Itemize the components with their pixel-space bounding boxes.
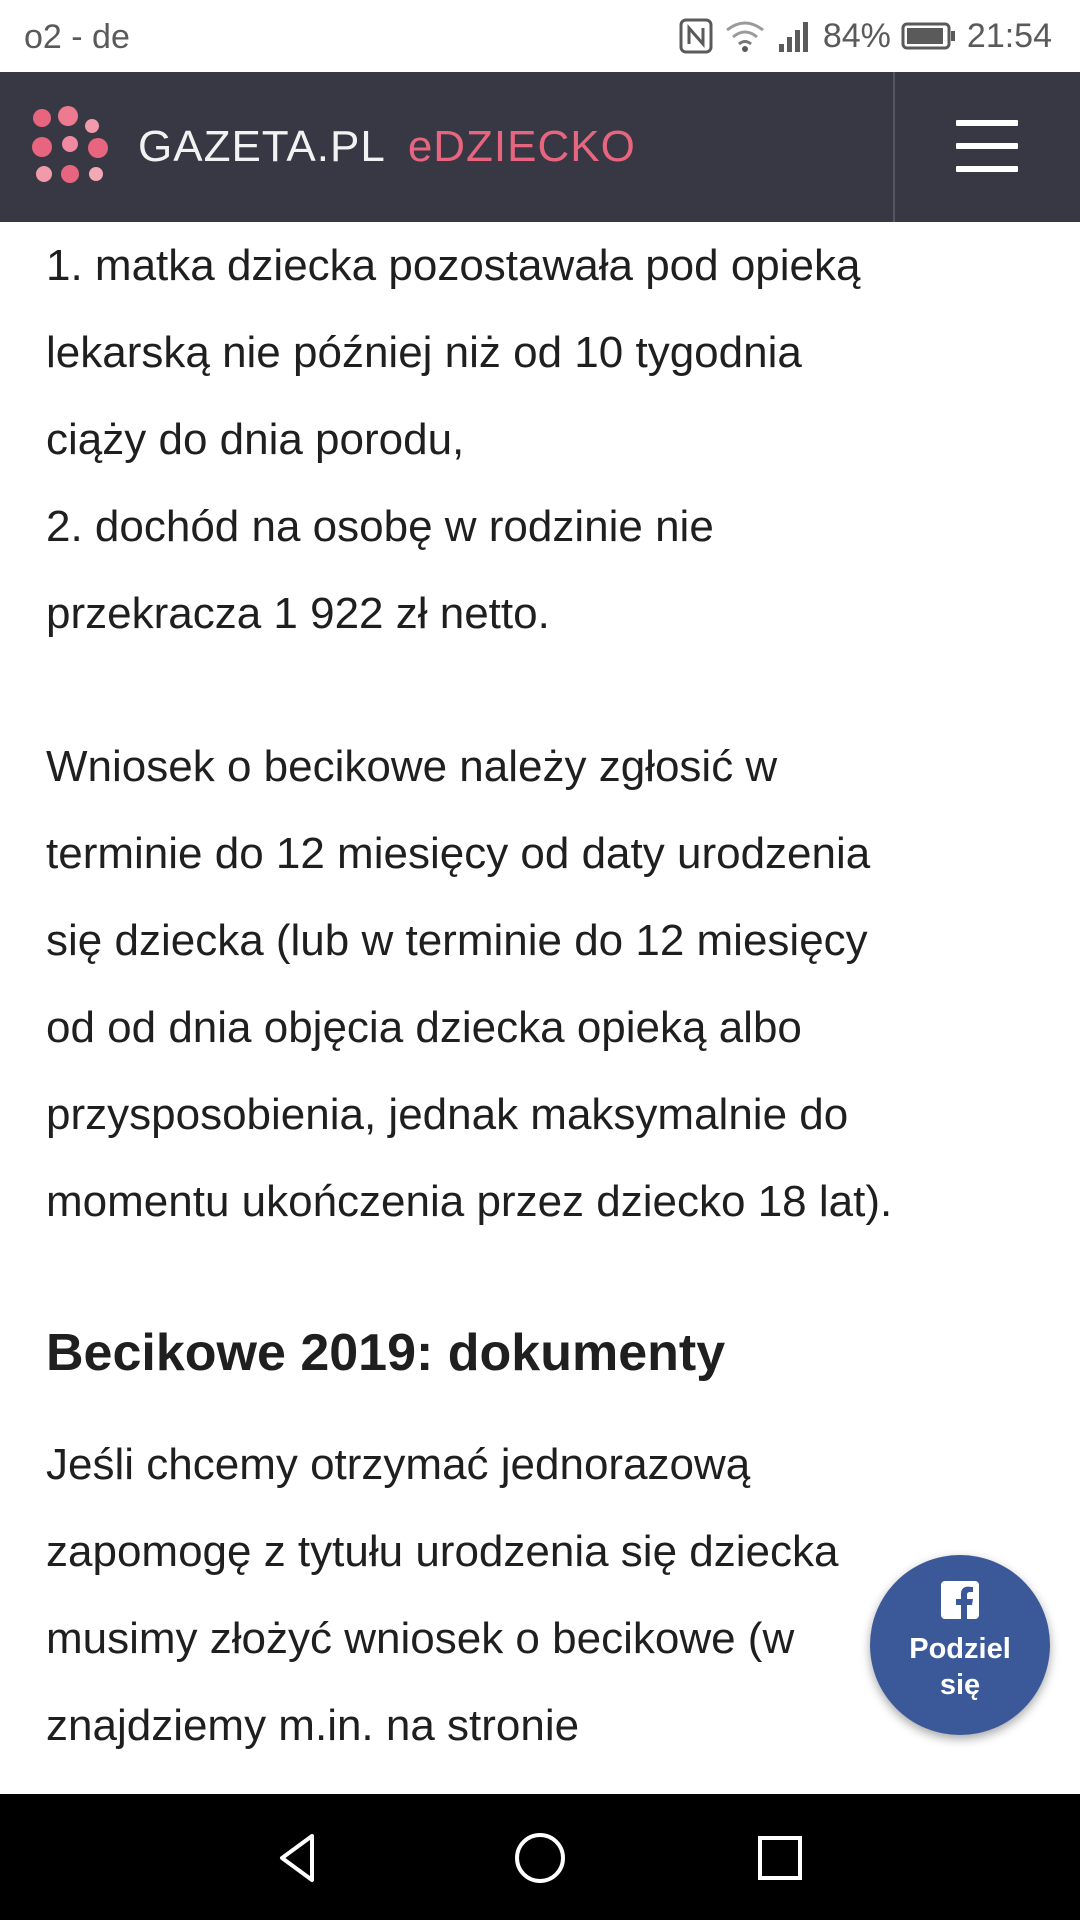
status-bar: [0, 0, 1080, 72]
hamburger-menu-icon[interactable]: [956, 116, 1022, 176]
site-header: [0, 72, 1080, 222]
site-brand[interactable]: [138, 122, 636, 172]
paragraph-line: Wniosek o becikowe należy zgłosić w: [46, 742, 778, 791]
paragraph-line: zapomogę z tytułu urodzenia się dziecka: [46, 1527, 839, 1576]
paragraph-line: znajdziemy m.in. na stronie: [46, 1701, 580, 1750]
paragraph-line: momentu ukończenia przez dziecko 18 lat).: [46, 1177, 893, 1226]
paragraph-line: terminie do 12 miesięcy od daty urodzenia: [46, 829, 871, 878]
carrier-name: o2 - de: [24, 18, 130, 56]
paragraph: [46, 723, 1036, 1245]
header-divider: [893, 72, 895, 222]
battery-percent: 84%: [822, 16, 891, 55]
share-label-line: się: [939, 1669, 981, 1701]
paragraph-line: od od dnia objęcia dziecka opieką albo: [46, 1003, 802, 1052]
list-line: 2. dochód na osobę w rodzinie nie: [46, 502, 714, 551]
recents-icon[interactable]: [748, 1826, 812, 1890]
list-line: lekarską nie później niż od 10 tygodnia: [46, 328, 802, 377]
paragraph-line: musimy złożyć wniosek o becikowe (w: [46, 1614, 795, 1663]
facebook-share-button[interactable]: [870, 1555, 1050, 1735]
list-line: przekracza 1 922 zł netto.: [46, 589, 550, 638]
section-heading: Becikowe 2019: dokumenty: [46, 1324, 726, 1382]
nfc-icon: [679, 18, 713, 54]
paragraph-line: się dziecka (lub w terminie do 12 miesięcy: [46, 916, 868, 965]
battery-icon: [901, 21, 957, 51]
facebook-icon: [941, 1581, 979, 1619]
requirements-list: [46, 222, 1036, 657]
article-body: [46, 222, 1036, 1794]
share-label-line: Podziel: [909, 1633, 1011, 1665]
status-indicators: [679, 14, 1052, 58]
paragraph-line: przysposobienia, jednak maksymalnie do: [46, 1090, 849, 1139]
paragraph-line: Jeśli chcemy otrzymać jednorazową: [46, 1440, 751, 1489]
section-name: eDZIECKO: [407, 122, 636, 171]
home-icon[interactable]: [508, 1826, 572, 1890]
navigation-bar: [0, 1794, 1080, 1920]
wifi-icon: [723, 18, 767, 54]
list-line: 1. matka dziecka pozostawała pod opieką: [46, 241, 861, 290]
share-label: [870, 1631, 1050, 1703]
back-icon[interactable]: [268, 1826, 332, 1890]
gazeta-logo-icon[interactable]: [30, 104, 116, 190]
clock: 21:54: [966, 16, 1052, 55]
signal-icon: [777, 18, 813, 54]
list-line: ciąży do dnia porodu,: [46, 415, 465, 464]
brand-name: GAZETA.PL: [138, 122, 386, 171]
